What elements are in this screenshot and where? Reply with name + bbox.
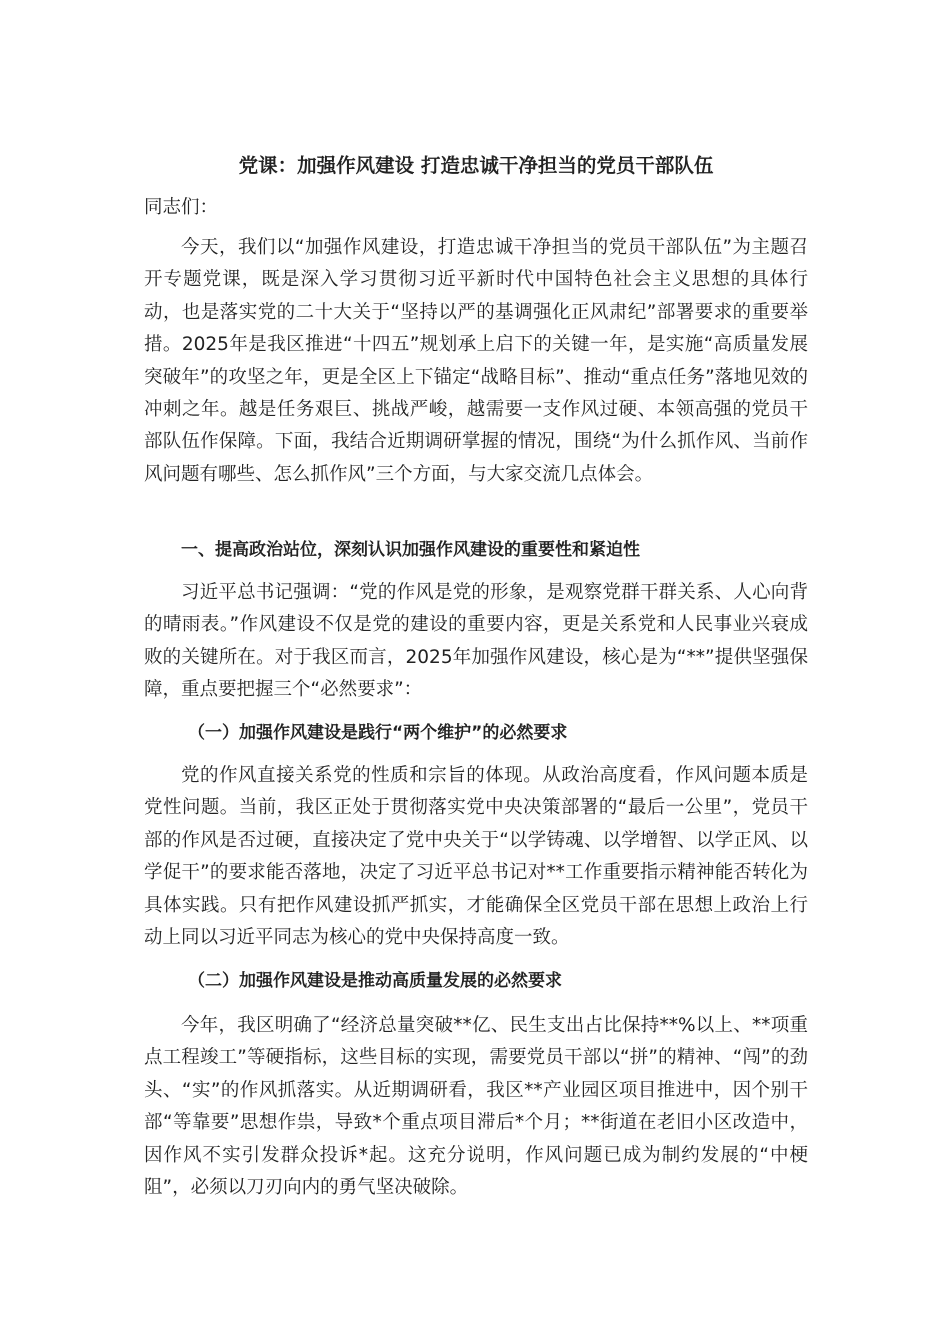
subsection-1-heading: （一）加强作风建设是践行“两个维护”的必然要求 — [188, 723, 568, 743]
greeting: 同志们： — [144, 197, 219, 218]
section-1-heading: 一、提高政治站位，深刻认识加强作风建设的重要性和紧迫性 — [181, 540, 640, 560]
subsection-2-paragraph: 今年，我区明确了“经济总量突破**亿、民生支出占比保持**%以上、**项重点工程竣工”等硬指标，这些目标的实现，需要党员干部以“拼”的精神、“闯”的劲头、“实”的作风抓落实。从近期调研看，我区**产业园区项目推进中，因个别干部“等靠要”思想作祟，导致*个重点项目滞后*个月；**街道在老旧小区改造中，因作风不实引发群众投诉*起。这充分说明，作风问题已成为制约发展的“中梗阻”，必须以刀刃向内的勇气坚决破除。 — [144, 1015, 808, 1199]
document-page — [144, 0, 808, 1344]
section-1-paragraph: 习近平总书记强调：“党的作风是党的形象，是观察党群干群关系、人心向背的晴雨表。”作风建设不仅是党的建设的重要内容，更是关系党和人民事业兴衰成败的关键所在。对于我区而言，2025年加强作风建设，核心是为“**”提供坚强保障，重点要把握三个“必然要求”： — [144, 582, 808, 701]
document-title: 党课：加强作风建设 打造忠诚干净担当的党员干部队伍 — [238, 154, 714, 177]
intro-paragraph: 今天，我们以“加强作风建设，打造忠诚干净担当的党员干部队伍”为主题召开专题党课，既是深入学习贯彻习近平新时代中国特色社会主义思想的具体行动，也是落实党的二十大关于“坚持以严的基调强化正风肃纪”部署要求的重要举措。2025年是我区推进“十四五”规划承上启下的关键一年，是实施“高质量发展突破年”的攻坚之年，更是全区上下锚定“战略目标”、推动“重点任务”落地见效的冲刺之年。越是任务艰巨、挑战严峻，越需要一支作风过硬、本领高强的党员干部队伍作保障。下面，我结合近期调研掌握的情况，围绕“为什么抓作风、当前作风问题有哪些、怎么抓作风”三个方面，与大家交流几点体会。 — [144, 237, 808, 485]
subsection-2-heading: （二）加强作风建设是推动高质量发展的必然要求 — [188, 971, 562, 991]
subsection-1-paragraph: 党的作风直接关系党的性质和宗旨的体现。从政治高度看，作风问题本质是党性问题。当前，我区正处于贯彻落实党中央决策部署的“最后一公里”，党员干部的作风是否过硬，直接决定了党中央关于“以学铸魂、以学增智、以学正风、以学促干”的要求能否落地，决定了习近平总书记对**工作重要指示精神能否转化为具体实践。只有把作风建设抓严抓实，才能确保全区党员干部在思想上政治上行动上同以习近平同志为核心的党中央保持高度一致。 — [144, 765, 808, 949]
